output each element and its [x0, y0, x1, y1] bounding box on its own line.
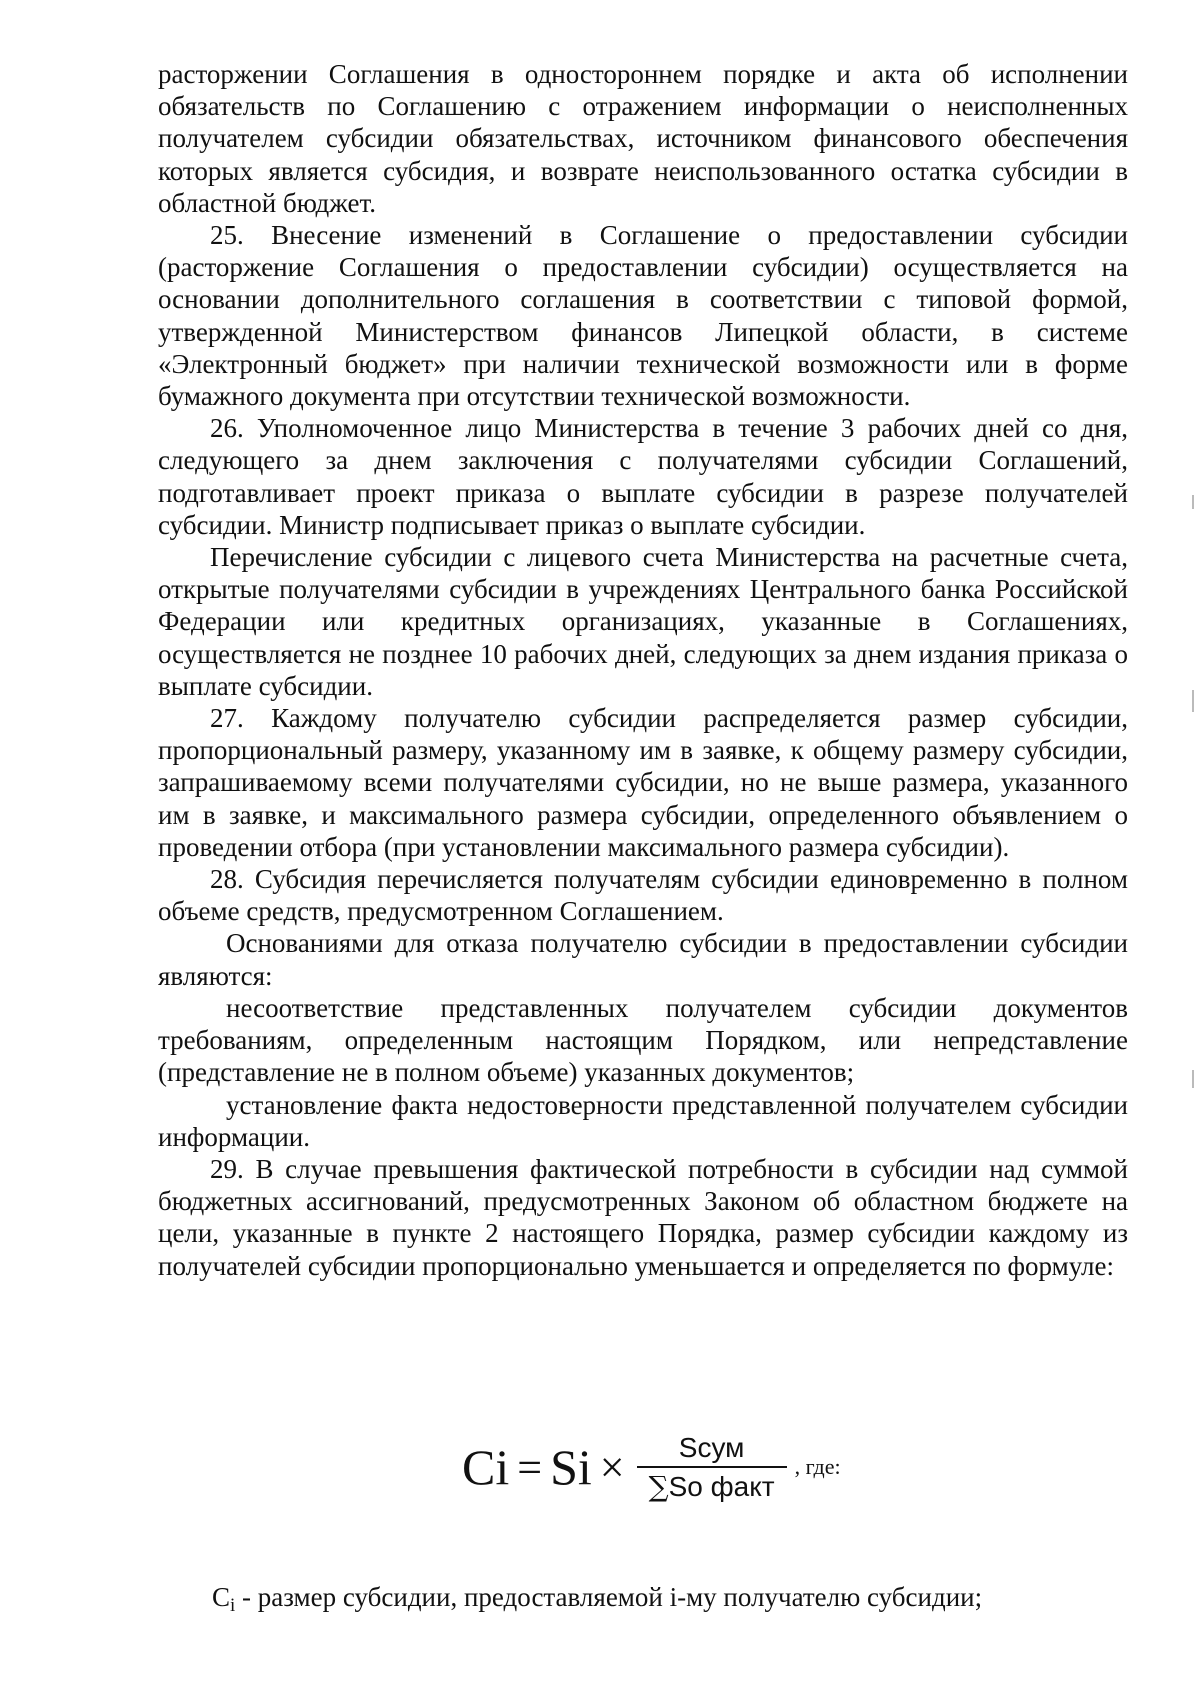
legend-text: - размер субсидии, предоставляемой i-му получателю субсидии; [235, 1582, 983, 1612]
formula-si: Si [550, 1439, 592, 1495]
formula-fraction [637, 1432, 787, 1503]
formula-times: × [599, 1442, 625, 1492]
formula-denominator-group [649, 1468, 775, 1503]
paragraph-26: 26. Уполномоченное лицо Министерства в течение 3 рабочих дней со дня, следующего за днем заключения с получателями субсидии Соглашений, подготавливает проект приказа о выплате субсидии в разрезе получателей субсидии. Министр подписывает приказ о выплате субсидии. [158, 413, 1128, 540]
paragraph-28: 28. Субсидия перечисляется получателям субсидии единовременно в полном объеме средств, предусмотренном Соглашением. [158, 864, 1128, 927]
paragraph-transfer: Перечисление субсидии с лицевого счета Министерства на расчетные счета, открытые получателями субсидии в учреждениях Центрального банка Российской Федерации или кредитных организациях, указанные в Соглашениях, осуществляется не позднее 10 рабочих дней, следующих за днем издания приказа о выплате субсидии. [158, 542, 1128, 701]
document-body [158, 58, 1128, 1282]
legend-subscript: i [230, 1595, 236, 1616]
paragraph-ground-1: несоответствие представленных получателем субсидии документов требованиям, определенным настоящим Порядком, или непредставление (представление не в полном объеме) указанных документов; [158, 992, 1128, 1088]
sigma-symbol: ∑ [648, 1469, 669, 1503]
subsidy-formula [462, 1422, 841, 1512]
formula-denominator: So факт [668, 1470, 775, 1502]
scan-mark [1192, 690, 1194, 712]
formula-lhs: Ci [462, 1439, 510, 1495]
legend-symbol: C [212, 1582, 231, 1612]
paragraph-refusal-grounds: Основаниями для отказа получателю субсидии в предоставлении субсидии являются: [158, 928, 1128, 991]
formula-legend [212, 1582, 1128, 1617]
paragraph-ground-2: установление факта недостоверности представленной получателем субсидии информации. [158, 1089, 1128, 1152]
scan-mark [1192, 495, 1194, 509]
formula-suffix: , где: [794, 1454, 841, 1479]
formula-numerator: Sсум [678, 1431, 745, 1463]
paragraph-continuation: расторжении Соглашения в одностороннем порядке и акта об исполнении обязательств по Соглашению с отражением информации о неисполненных получателем субсидии обязательствах, источником финансового обеспечения которых является субсидия, и возврате неиспользованного остатка субсидии в областной бюджет. [158, 59, 1128, 218]
scan-mark [1192, 1070, 1194, 1088]
paragraph-27: 27. Каждому получателю субсидии распределяется размер субсидии, пропорциональный размеру, указанному им в заявке, к общему размеру субсидии, запрашиваемому всеми получателями субсидии, но не выше размера, указанного им в заявке, и максимального размера субсидии, определенного объявлением о проведении отбора (при установлении максимального размера субсидии). [158, 703, 1128, 862]
paragraph-29: 29. В случае превышения фактической потребности в субсидии над суммой бюджетных ассигнований, предусмотренных Законом об областном бюджете на цели, указанные в пункте 2 настоящего Порядка, размер субсидии каждому из получателей субсидии пропорционально уменьшается и определяется по формуле: [158, 1153, 1128, 1281]
paragraph-25: 25. Внесение изменений в Соглашение о предоставлении субсидии (расторжение Соглашения о предоставлении субсидии) осуществляется на основании дополнительного соглашения в соответствии с типовой формой, утвержденной Министерством финансов Липецкой области, в системе «Электронный бюджет» при наличии технической возможности или в форме бумажного документа при отсутствии технической возможности. [158, 220, 1128, 412]
formula-equals: = [517, 1442, 543, 1492]
